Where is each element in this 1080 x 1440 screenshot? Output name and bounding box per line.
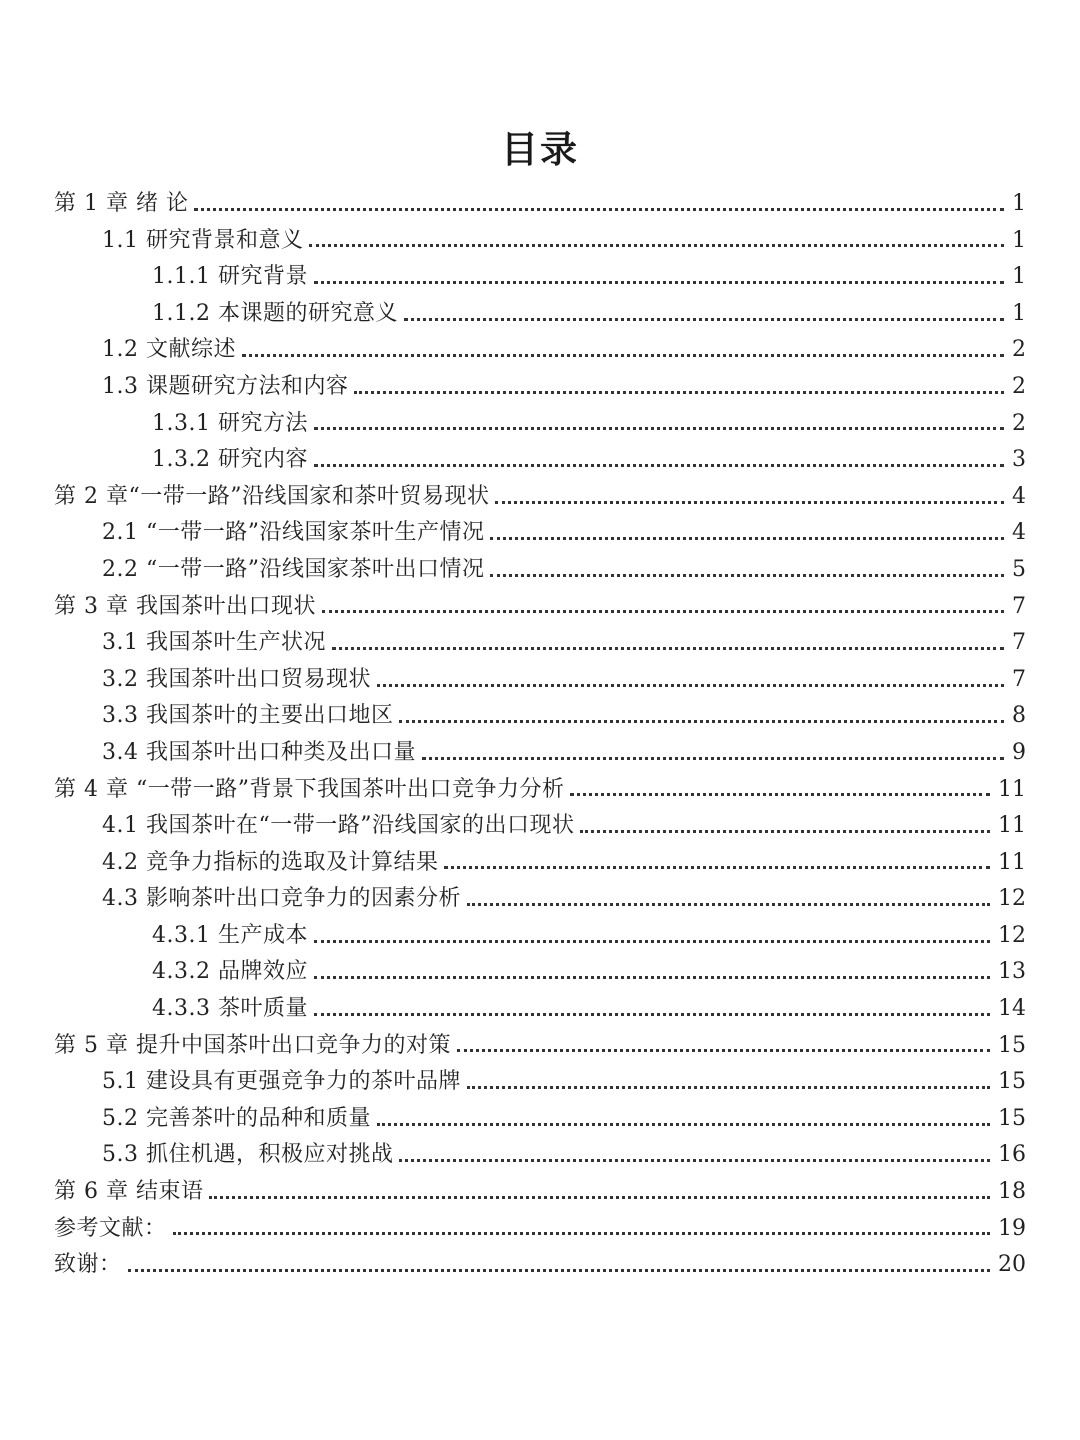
dot-leader (314, 940, 990, 943)
toc-entry-title: 1.1 研究背景和意义 (102, 227, 304, 253)
dot-leader (444, 866, 990, 869)
toc-entry[interactable] (54, 772, 1026, 809)
dot-leader (314, 281, 1004, 284)
toc-page-number: 15 (998, 1105, 1026, 1131)
toc-page-number: 12 (998, 886, 1026, 912)
toc-entry-title: 第 3 章 我国茶叶出口现状 (54, 593, 316, 619)
toc-page-number: 15 (998, 1069, 1026, 1095)
toc-page-number: 2 (1012, 337, 1026, 363)
toc-entry-title: 3.2 我国茶叶出口贸易现状 (102, 666, 371, 692)
toc-entry[interactable] (54, 625, 1026, 662)
dot-leader (422, 757, 1004, 760)
toc-entry[interactable] (54, 186, 1026, 223)
toc-entry-title: 第 5 章 提升中国茶叶出口竞争力的对策 (54, 1032, 451, 1058)
dot-leader (580, 830, 990, 833)
dot-leader (467, 1086, 990, 1089)
toc-page-number: 7 (1012, 630, 1026, 656)
toc-entry-title: 第 4 章 “一带一路”背景下我国茶叶出口竞争力分析 (54, 776, 565, 802)
toc-entry-title: 第 2 章“一带一路”沿线国家和茶叶贸易现状 (54, 483, 490, 509)
toc-entry[interactable] (54, 552, 1026, 589)
toc-entry-title: 第 6 章 结束语 (54, 1179, 204, 1205)
toc-entry-title: 1.2 文献综述 (102, 337, 236, 363)
toc-page-number: 16 (998, 1142, 1026, 1168)
dot-leader (467, 903, 990, 906)
toc-entry-title: 致谢： (54, 1252, 122, 1278)
toc-entry-title: 1.3.2 研究内容 (152, 447, 308, 473)
toc-entry[interactable] (54, 991, 1026, 1028)
dot-leader (570, 793, 990, 796)
toc-entry-title: 1.3 课题研究方法和内容 (102, 373, 349, 399)
toc-page-number: 1 (1012, 264, 1026, 290)
toc-entry[interactable] (54, 845, 1026, 882)
toc-entry[interactable] (54, 1174, 1026, 1211)
dot-leader (242, 354, 1004, 357)
toc-entry[interactable] (54, 808, 1026, 845)
toc-page-number: 1 (1012, 191, 1026, 216)
toc-entry-title: 1.1.2 本课题的研究意义 (152, 300, 398, 326)
toc-entry[interactable] (54, 662, 1026, 699)
toc-entry-title: 4.3.2 品牌效应 (152, 959, 308, 985)
toc-page-number: 4 (1012, 520, 1026, 546)
toc-entry-title: 2.1 “一带一路”沿线国家茶叶生产情况 (102, 520, 485, 546)
toc-entry[interactable] (54, 1101, 1026, 1138)
toc-page-number: 20 (998, 1252, 1026, 1278)
toc-page-number: 1 (1012, 300, 1026, 326)
toc-entry-title: 5.3 抓住机遇，积极应对挑战 (102, 1142, 394, 1168)
dot-leader (399, 1159, 990, 1162)
toc-entry[interactable] (54, 1211, 1026, 1248)
toc-entry[interactable] (54, 515, 1026, 552)
toc-entry[interactable] (54, 369, 1026, 406)
page-title: 目录 (501, 128, 579, 171)
toc-entry[interactable] (54, 698, 1026, 735)
dot-leader (490, 574, 1004, 577)
dot-leader (314, 1013, 990, 1016)
dot-leader (322, 610, 1004, 613)
toc-entry-title: 4.1 我国茶叶在“一带一路”沿线国家的出口现状 (102, 813, 575, 839)
dot-leader (404, 318, 1004, 321)
toc-page-number: 14 (998, 996, 1026, 1022)
dot-leader (314, 976, 990, 979)
toc-entry[interactable] (54, 442, 1026, 479)
dot-leader (377, 684, 1004, 687)
dot-leader (209, 1196, 990, 1199)
toc-page-number: 3 (1012, 447, 1026, 473)
toc-entry-title: 3.4 我国茶叶出口种类及出口量 (102, 739, 416, 765)
toc-entry[interactable] (54, 954, 1026, 991)
dot-leader (377, 1123, 990, 1126)
toc-entry-title: 5.2 完善茶叶的品种和质量 (102, 1105, 371, 1131)
toc-page-number: 4 (1012, 483, 1026, 509)
dot-leader (332, 647, 1004, 650)
toc-page-number: 5 (1012, 556, 1026, 582)
dot-leader (399, 720, 1004, 723)
toc-entry-title: 1.3.1 研究方法 (152, 410, 308, 436)
toc-entry-title: 5.1 建设具有更强竞争力的茶叶品牌 (102, 1069, 461, 1095)
toc-page-number: 11 (998, 776, 1026, 802)
toc-entry-title: 1.1.1 研究背景 (152, 264, 308, 290)
dot-leader (314, 464, 1004, 467)
toc-entry[interactable] (54, 332, 1026, 369)
toc-entry[interactable] (54, 1247, 1026, 1284)
toc-page-number: 15 (998, 1032, 1026, 1058)
dot-leader (128, 1269, 990, 1272)
toc-entry[interactable] (54, 589, 1026, 626)
toc-entry-title: 4.3.1 生产成本 (152, 922, 308, 948)
dot-leader (194, 208, 1004, 211)
dot-leader (495, 501, 1004, 504)
dot-leader (314, 427, 1004, 430)
toc-page-number: 1 (1012, 227, 1026, 253)
toc-entry[interactable] (54, 1028, 1026, 1065)
toc-entry[interactable] (54, 1064, 1026, 1101)
toc-entry[interactable] (54, 296, 1026, 333)
toc-entry[interactable] (54, 735, 1026, 772)
toc-entry[interactable] (54, 223, 1026, 260)
dot-leader (173, 1232, 990, 1235)
toc-entry[interactable] (54, 479, 1026, 516)
dot-leader (309, 244, 1004, 247)
toc-entry[interactable] (54, 1137, 1026, 1174)
toc-entry-title: 参考文献： (54, 1215, 167, 1241)
toc-page-number: 19 (998, 1215, 1026, 1241)
toc-entry-title: 第 1 章 绪 论 (54, 191, 189, 216)
dot-leader (490, 537, 1004, 540)
toc-entry-title: 4.3.3 茶叶质量 (152, 996, 308, 1022)
toc-page-number: 9 (1012, 739, 1026, 765)
dot-leader (457, 1049, 990, 1052)
toc-page-number: 8 (1012, 703, 1026, 729)
toc-entry-title: 2.2 “一带一路”沿线国家茶叶出口情况 (102, 556, 485, 582)
table-of-contents (54, 186, 1026, 1284)
toc-entry-title: 3.1 我国茶叶生产状况 (102, 630, 326, 656)
toc-entry-title: 4.2 竞争力指标的选取及计算结果 (102, 849, 439, 875)
toc-page-number: 2 (1012, 373, 1026, 399)
toc-entry[interactable] (54, 918, 1026, 955)
toc-page-number: 13 (998, 959, 1026, 985)
toc-entry-title: 4.3 影响茶叶出口竞争力的因素分析 (102, 886, 461, 912)
toc-entry[interactable] (54, 881, 1026, 918)
toc-page-number: 2 (1012, 410, 1026, 436)
toc-entry-title: 3.3 我国茶叶的主要出口地区 (102, 703, 394, 729)
toc-page-number: 7 (1012, 593, 1026, 619)
toc-entry[interactable] (54, 406, 1026, 443)
toc-entry[interactable] (54, 259, 1026, 296)
toc-page-number: 11 (998, 849, 1026, 875)
dot-leader (354, 391, 1004, 394)
toc-page-number: 7 (1012, 666, 1026, 692)
toc-page-number: 18 (998, 1179, 1026, 1205)
toc-page-number: 12 (998, 922, 1026, 948)
toc-page-number: 11 (998, 813, 1026, 839)
